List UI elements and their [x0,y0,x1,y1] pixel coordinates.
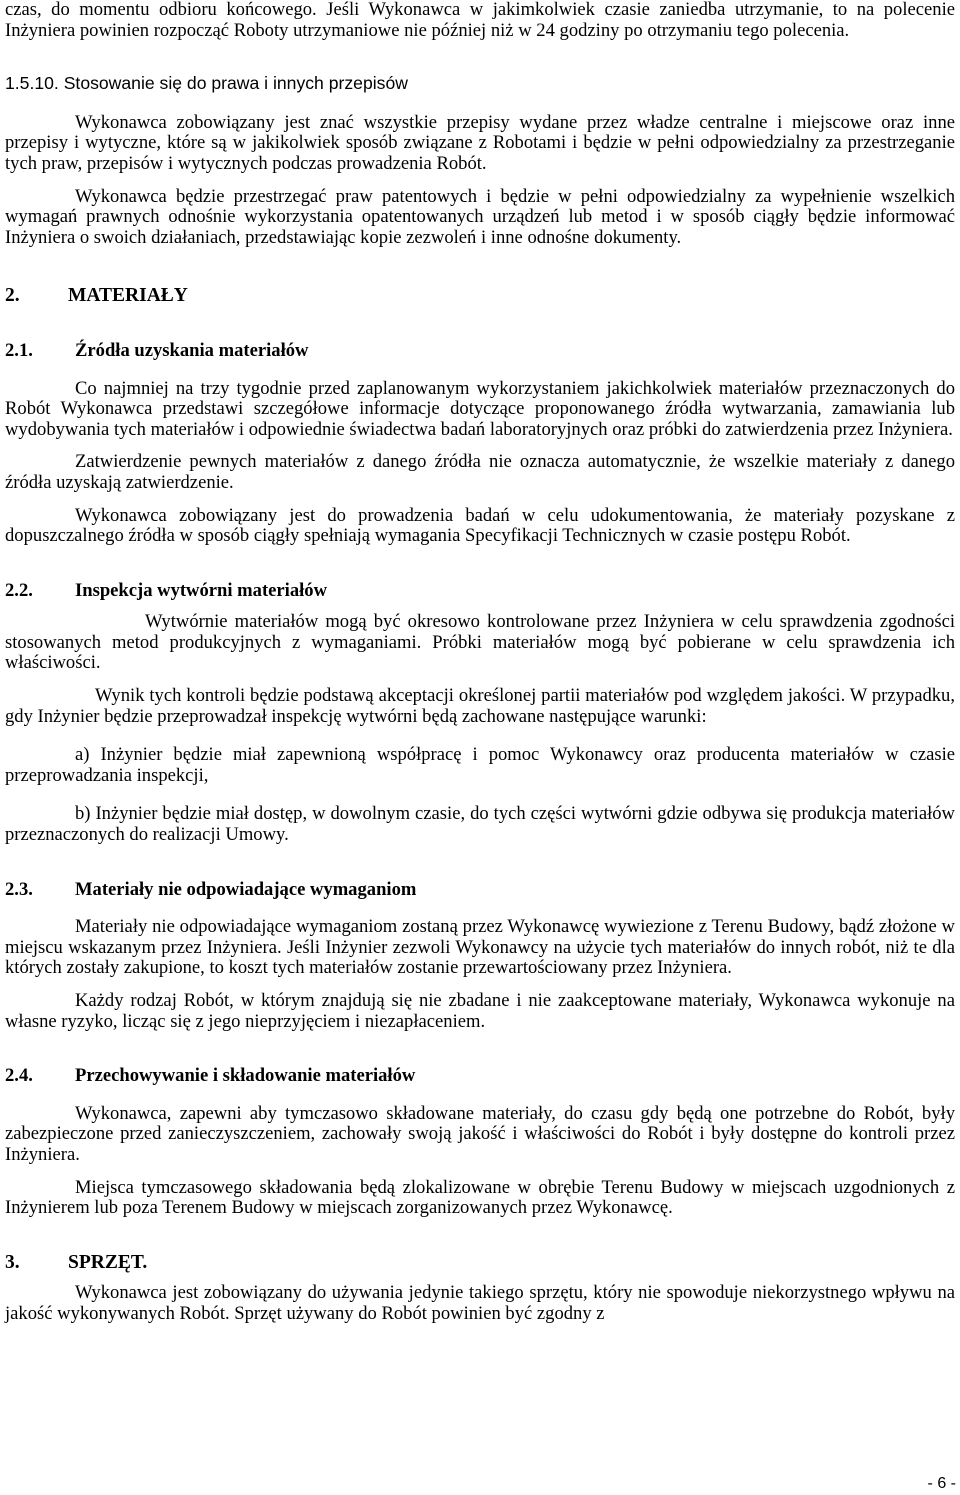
subsection-heading-2-3 [5,880,955,901]
subsection-heading-2-2 [5,581,955,602]
subsection-title: Przechowywanie i składowanie materiałów [75,1065,416,1087]
subsection-number: 2.2. [5,579,33,601]
document-page [5,0,955,1325]
subsection-number: 2.1. [5,339,33,361]
paragraph: Zatwierdzenie pewnych materiałów z danego źródła nie oznacza automatycznie, że wszelkie materiały z danego źródła uzyskają zatwierdzenie. [5,451,955,493]
paragraph: Co najmniej na trzy tygodnie przed zaplanowanym wykorzystaniem jakichkolwiek materiałów przeznaczonych do Robót Wykonawca przedstawi szczegółowe informacje dotyczące proponowanego źródła wytwarzania, zamawiania lub wydobywania tych materiałów i odpowiednie świadectwa badań laboratoryjnych oraz próbki do zatwierdzenia przez Inżyniera. [5,377,955,440]
subsection-title: Źródła uzyskania materiałów [75,339,309,361]
paragraph: Wykonawca zobowiązany jest do prowadzenia badań w celu udokumentowania, że materiały pozyskane z dopuszczalnego źródła w sposób ciągły spełniają wymagania Specyfikacji Technicznych w czasie postępu Robót. [5,504,955,547]
paragraph: Wykonawca jest zobowiązany do używania jedynie takiego sprzętu, który nie spowoduje niekorzystnego wpływu na jakość wykonywanych Robót. Sprzęt używany do Robót powinien być zgodny z [5,1282,955,1324]
subsection-title: Inspekcja wytwórni materiałów [75,579,328,601]
subsection-title-1-5-10: 1.5.10. Stosowanie się do prawa i innych przepisów [5,73,408,94]
section-heading-sprzet [5,1253,955,1274]
paragraph: Miejsca tymczasowego składowania będą zlokalizowane w obrębie Terenu Budowy w miejscach uzgodnionych z Inżynierem lub poza Terenem Budowy w miejscach zorganizowanych przez Wykonawcę. [5,1176,955,1219]
paragraph: Każdy rodzaj Robót, w którym znajdują się nie zbadane i nie zaakceptowane materiały, Wykonawca wykonuje na własne ryzyko, licząc się z jego nieprzyjęciem i niezapłaceniem. [5,990,955,1032]
list-item-b: b) Inżynier będzie miał dostęp, w dowolnym czasie, do tych części wytwórni gdzie odbywa się produkcja materiałów przeznaczonych do realizacji Umowy. [5,803,955,846]
section-number: 2. [5,285,20,307]
paragraph: Wykonawca, zapewni aby tymczasowo składowane materiały, do czasu gdy będą one potrzebne do Robót, były zabezpieczone przed zanieczyszczeniem, zachowały swoją jakość i właściwości do Robót i były dostępne do kontroli przez Inżyniera. [5,1102,955,1165]
section-heading-materialy [5,286,955,307]
subsection-heading-2-4 [5,1066,955,1087]
section-number: 3. [5,1251,20,1273]
section-title: MATERIAŁY [68,285,188,307]
subsection-number: 2.4. [5,1065,33,1087]
paragraph: Wytwórnie materiałów mogą być okresowo kontrolowane przez Inżyniera w celu sprawdzenia zgodności stosowanych metod produkcyjnych z wymaganiami. Próbki materiałów mogą być pobierane w celu sprawdzenia ich właściwości. [5,611,955,674]
paragraph-continuation: czas, do momentu odbioru końcowego. Jeśli Wykonawca w jakimkolwiek czasie zaniedba utrzymanie, to na polecenie Inżyniera powinien rozpocząć Roboty utrzymaniowe nie później niż w 24 godziny po otrzymaniu tego polecenia. [5,0,955,41]
subsection-number: 2.3. [5,878,33,900]
paragraph: Wynik tych kontroli będzie podstawą akceptacji określonej partii materiałów pod względem jakości. W przypadku, gdy Inżynier będzie przeprowadzał inspekcję wytwórni będą zachowane następujące warunki: [5,685,955,727]
section-title: SPRZĘT. [68,1251,148,1273]
list-item-a: a) Inżynier będzie miał zapewnioną współpracę i pomoc Wykonawcy oraz producenta materiałów w czasie przeprowadzania inspekcji, [5,744,955,786]
page-number: - 6 - [927,1475,956,1492]
paragraph: Materiały nie odpowiadające wymaganiom zostaną przez Wykonawcę wywiezione z Terenu Budowy, bądź złożone w miejscu wskazanym przez Inżyniera. Jeśli Inżynier zezwoli Wykonawcy na użycie tych materiałów do innych robót, niż te dla których zostały zakupione, to koszt tych materiałów zostanie przewartościowany przez Inżyniera. [5,916,955,979]
paragraph: Wykonawca zobowiązany jest znać wszystkie przepisy wydane przez władze centralne i miejscowe oraz inne przepisy i wytyczne, które są w jakikolwiek sposób związane z Robotami i będzie w pełni odpowiedzialny za przestrzeganie tych praw, przepisów i wytycznych podczas prowadzenia Robót. [5,111,955,174]
subsection-heading-2-1 [5,341,955,362]
subsection-title: Materiały nie odpowiadające wymaganiom [75,878,417,900]
paragraph: Wykonawca będzie przestrzegać praw patentowych i będzie w pełni odpowiedzialny za wypełnienie wszelkich wymagań prawnych odnośnie wykorzystania opatentowanych urządzeń lub metod i w sposób ciągły będzie informować Inżyniera o swoich działaniach, przedstawiając kopie zezwoleń i inne odnośne dokumenty. [5,185,955,248]
